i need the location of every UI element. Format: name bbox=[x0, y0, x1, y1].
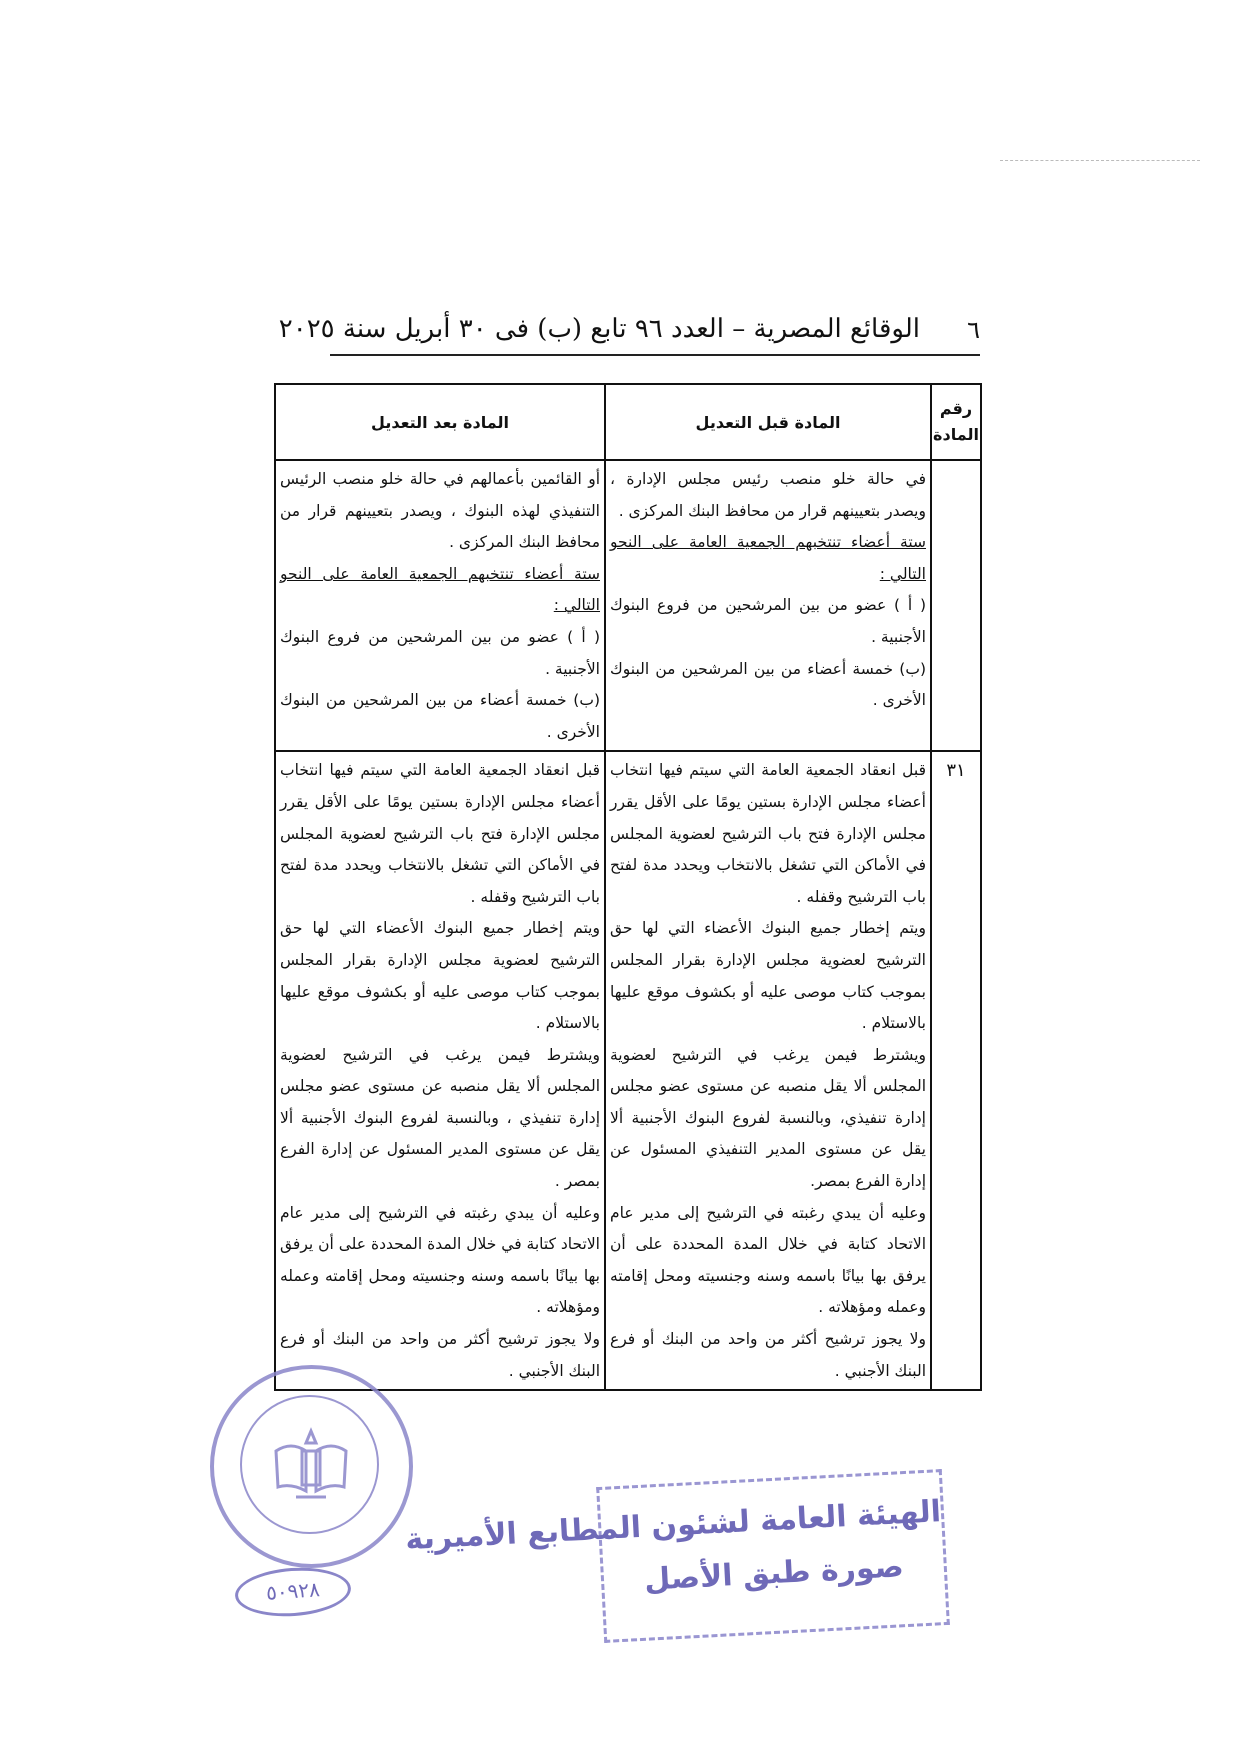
gazette-title: الوقائع المصرية – العدد ٩٦ تابع (ب) فى ٣٠ أبريل سنة ٢٠٢٥ bbox=[278, 314, 920, 344]
serial-number-stamp: ٥٠٩٢٨ bbox=[233, 1564, 352, 1620]
certified-copy-stamp bbox=[404, 1469, 950, 1643]
paragraph: (ب) خمسة أعضاء من بين المرشحين من البنوك الأخرى . bbox=[610, 659, 926, 710]
paragraph: أو القائمين بأعمالهم في حالة خلو منصب الرئيس التنفيذي لهذه البنوك ، ويصدر بتعيينهم قرار من محافظ البنك المركزى . bbox=[280, 470, 600, 552]
paragraph: وعليه أن يبدي رغبته في الترشيح إلى مدير عام الاتحاد كتابة في خلال المدة المحددة على أن يرفق بها بيانًا باسمه وسنه وجنسيته ومحل إقامته وعمله ومؤهلاته . bbox=[280, 1203, 600, 1317]
paragraph: ( أ ) عضو من بين المرشحين من فروع البنوك الأجنبية . bbox=[610, 596, 926, 646]
paragraph: ويتم إخطار جميع البنوك الأعضاء التي لها حق الترشيح لعضوية مجلس الإدارة بقرار المجلس بموجب كتاب موصى عليه أو بكشوف موقع عليها بالاستلام . bbox=[610, 919, 926, 1033]
table-row bbox=[275, 460, 981, 751]
paragraph: ولا يجوز ترشيح أكثر من واحد من البنك أو فرع البنك الأجنبي . bbox=[610, 1330, 926, 1380]
paragraph: قبل انعقاد الجمعية العامة التي سيتم فيها انتخاب أعضاء مجلس الإدارة بستين يومًا على الأقل يقرر مجلس الإدارة فتح باب الترشيح لعضوية المجلس في الأماكن التي تشغل بالانتخاب ويحدد مدة لفتح باب الترشيح وقفله . bbox=[280, 761, 600, 906]
paragraph: في حالة خلو منصب رئيس مجلس الإدارة ، ويصدر بتعيينهم قرار من محافظ البنك المركزى . bbox=[610, 470, 926, 520]
official-seal-stamp bbox=[210, 1365, 413, 1568]
paragraph: ويشترط فيمن يرغب في الترشيح لعضوية المجلس ألا يقل منصبه عن مستوى عضو مجلس إدارة تنفيذي ، وبالنسبة لفروع البنوك الأجنبية ألا يقل عن مستوى المدير المسئول عن إدارة الفرع بمصر . bbox=[280, 1045, 600, 1191]
paragraph: ويشترط فيمن يرغب في الترشيح لعضوية المجلس ألا يقل منصبه عن مستوى عضو مجلس إدارة تنفيذي، وبالنسبة لفروع البنوك الأجنبية ألا يقل عن مستوى المدير التنفيذي المسئول عن إدارة الفرع بمصر. bbox=[610, 1045, 926, 1191]
stamp-authority-name: الهيئة العامة لشئون المطابع الأميرية bbox=[404, 1494, 942, 1558]
paragraph: ( أ ) عضو من بين المرشحين من فروع البنوك الأجنبية . bbox=[280, 627, 600, 678]
paragraph: ويتم إخطار جميع البنوك الأعضاء التي لها حق الترشيح لعضوية مجلس الإدارة بقرار المجلس بموجب كتاب موصى عليه أو بكشوف موقع عليها بالاستلام . bbox=[280, 919, 600, 1033]
eagle-emblem-icon bbox=[266, 1421, 356, 1511]
paragraph: قبل انعقاد الجمعية العامة التي سيتم فيها انتخاب أعضاء مجلس الإدارة بستين يومًا على الأقل يقرر مجلس الإدارة فتح باب الترشيح لعضوية المجلس في الأماكن التي تشغل بالانتخاب ويحدد مدة لفتح باب الترشيح وقفله . bbox=[610, 761, 926, 906]
after-text-cell bbox=[275, 751, 605, 1390]
articles-comparison-table bbox=[274, 383, 982, 1391]
table-row bbox=[275, 751, 981, 1390]
paragraph: ستة أعضاء تنتخبهم الجمعية العامة على النحو التالي : bbox=[610, 533, 926, 583]
before-text-cell bbox=[605, 751, 931, 1390]
article-number-cell bbox=[931, 460, 981, 751]
page-header bbox=[278, 310, 980, 356]
paragraph: وعليه أن يبدي رغبته في الترشيح إلى مدير عام الاتحاد كتابة في خلال المدة المحددة على أن يرفق بها بيانًا باسمه وسنه وجنسيته ومحل إقامته وعمله ومؤهلاته . bbox=[610, 1203, 926, 1317]
article-number-cell: ٣١ bbox=[931, 751, 981, 1390]
paragraph: ولا يجوز ترشيح أكثر من واحد من البنك أو فرع البنك الأجنبي . bbox=[280, 1330, 600, 1380]
scan-artifact-line bbox=[1000, 160, 1200, 162]
column-header-after: المادة بعد التعديل bbox=[275, 384, 605, 460]
stamp-certification-text: صورة طبق الأصل bbox=[643, 1549, 905, 1598]
column-header-before: المادة قبل التعديل bbox=[605, 384, 931, 460]
page-number: ٦ bbox=[967, 316, 980, 344]
paragraph: ستة أعضاء تنتخبهم الجمعية العامة على النحو التالي : bbox=[280, 564, 600, 615]
after-text-cell bbox=[275, 460, 605, 751]
column-header-article-number: رقم المادة bbox=[931, 384, 981, 460]
before-text-cell bbox=[605, 460, 931, 751]
paragraph: (ب) خمسة أعضاء من بين المرشحين من البنوك الأخرى . bbox=[280, 691, 600, 741]
table-header-row bbox=[275, 384, 981, 460]
